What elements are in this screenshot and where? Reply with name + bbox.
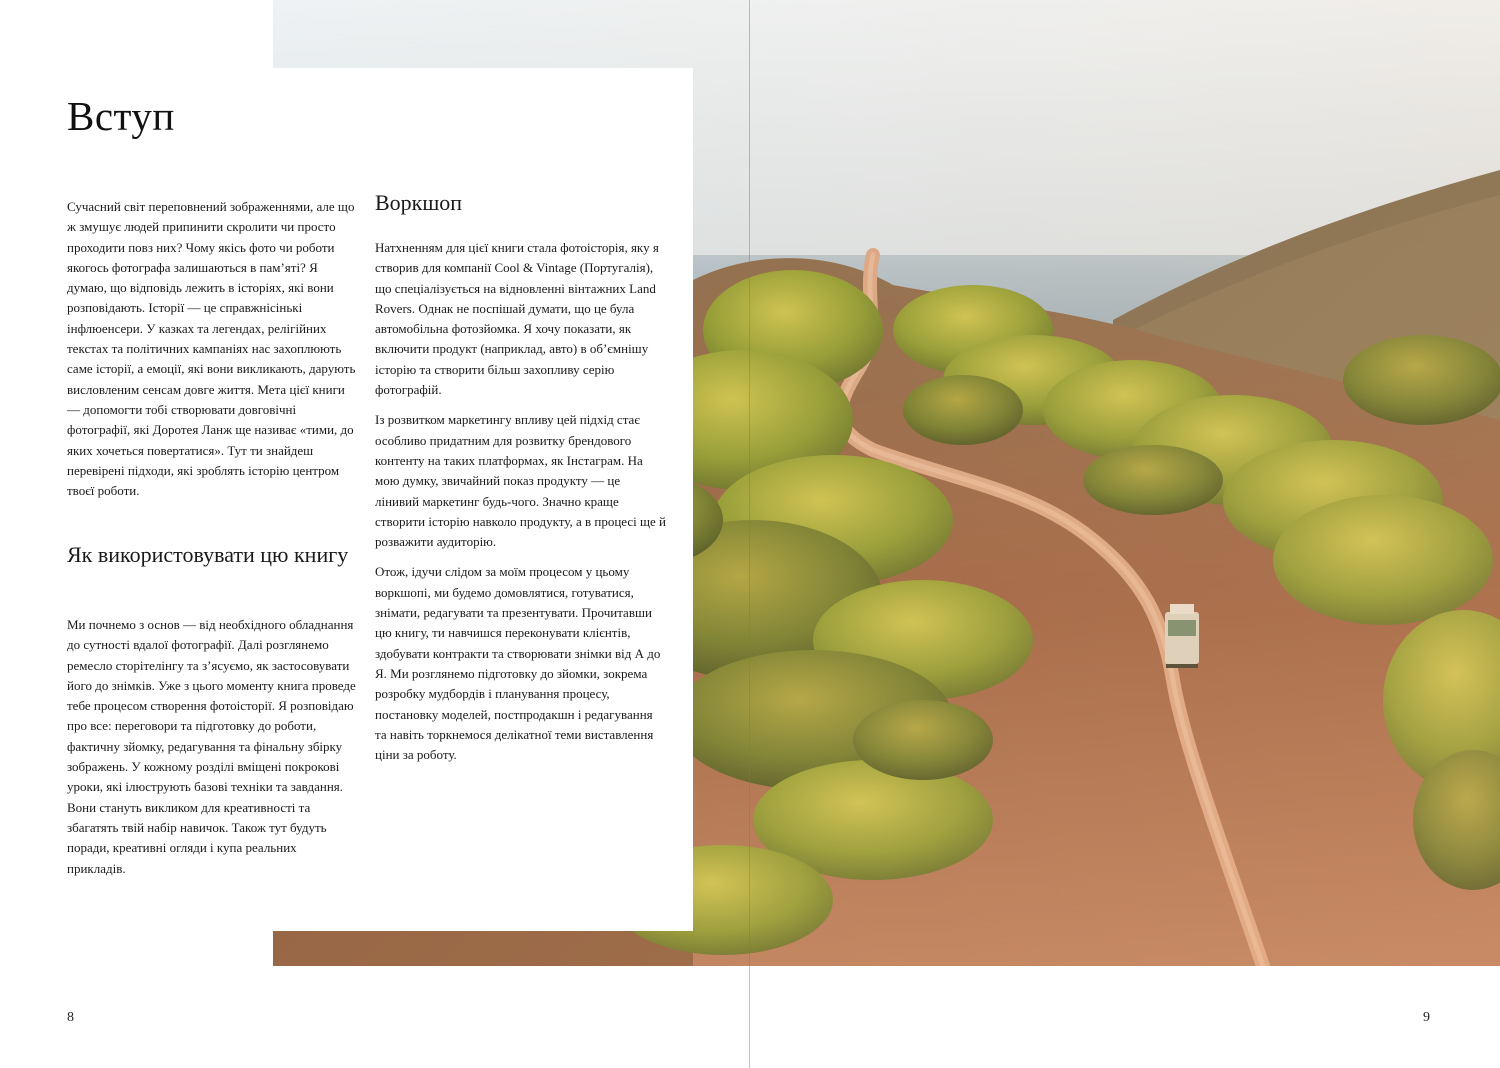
chapter-title: Вступ <box>67 93 175 139</box>
page-gutter <box>749 0 750 1068</box>
intro-column <box>67 197 357 511</box>
workshop-column <box>375 238 667 775</box>
page-number-right: 9 <box>1423 1010 1430 1025</box>
how-to-use-column <box>67 615 357 889</box>
intro-paragraph: Сучасний світ переповнений зображеннями, але що ж змушує людей припинити скролити чи просто проходити повз них? Чому якісь фото чи роботи якогось фотографа залишаються в пам’яті? Я думаю, що відповідь лежить в історіях, які вони розповідають. Історії — це справжнісінькі інфлюенсери. У казках та легендах, релігійних текстах та політичних кампаніях нас захоплюють саме історії, а емоції, які вони викликають, дарують висловленим сенсам довге життя. Мета цієї книги — допомогти тобі створювати довговічні фотографії, які Доротея Ланж ще називає «тими, до яких хочеться повертатися». Тут ти знайдеш перевірені підходи, які зроблять історію центром твоєї роботи. <box>67 199 356 499</box>
how-to-use-heading: Як використовувати цю книгу <box>67 542 349 567</box>
workshop-heading: Воркшоп <box>375 190 463 215</box>
workshop-paragraph: Із розвитком маркетингу впливу цей підхід стає особливо придатним для розвитку брендового контенту на таких платформах, як Інстаграм. На мою думку, звичайний показ продукту — це лінивий маркетинг будь-чого. Значно краще створити історію навколо продукту, а в процесі ще й розважити аудиторію. <box>375 412 666 550</box>
workshop-paragraph: Натхненням для цієї книги стала фотоісторія, яку я створив для компанії Cool & Vintage (Португалія), що спеціалізується на відновленні вінтажних Land Rovers. Однак не поспішай думати, що це була автомобільна фотозйомка. Я хочу показати, як включити продукт (наприклад, авто) в обʼємнішу історію та створити більш захопливу серію фотографій. <box>375 240 659 398</box>
workshop-paragraph: Отож, ідучи слідом за моїм процесом у цьому воркшопі, ми будемо домовлятися, готуватися, знімати, редагувати та презентувати. Прочитавши цю книгу, ти навчишся переконувати клієнтів, здобувати контракти та створювати знімки від А до Я. Ми розглянемо підготовку до зйомки, зокрема розробку мудбордів і планування процесу, постановку моделей, постпродакшн і редагування та навіть торкнемося делікатної теми виставлення ціни за роботу. <box>375 564 661 763</box>
how-to-use-paragraph: Ми почнемо з основ — від необхідного обладнання до сутності вдалої фотографії. Далі розглянемо ремесло сторітелінгу та з’ясуємо, як застосовувати його до знімків. Уже з цього моменту книга проведе тебе процесом створення фотоісторії. Я розповідаю про все: переговори та підготовку до роботи, фактичну зйомку, редагування та фінальну збірку зображень. У кожному розділі вміщені покрокові уроки, які ілюструють базові техніки та завдання. Вони стануть викликом для креативності та збагатять твій набір навичок. Також тут будуть поради, креативні огляди і купа реальних прикладів. <box>67 617 356 876</box>
page-number-left: 8 <box>67 1010 74 1025</box>
